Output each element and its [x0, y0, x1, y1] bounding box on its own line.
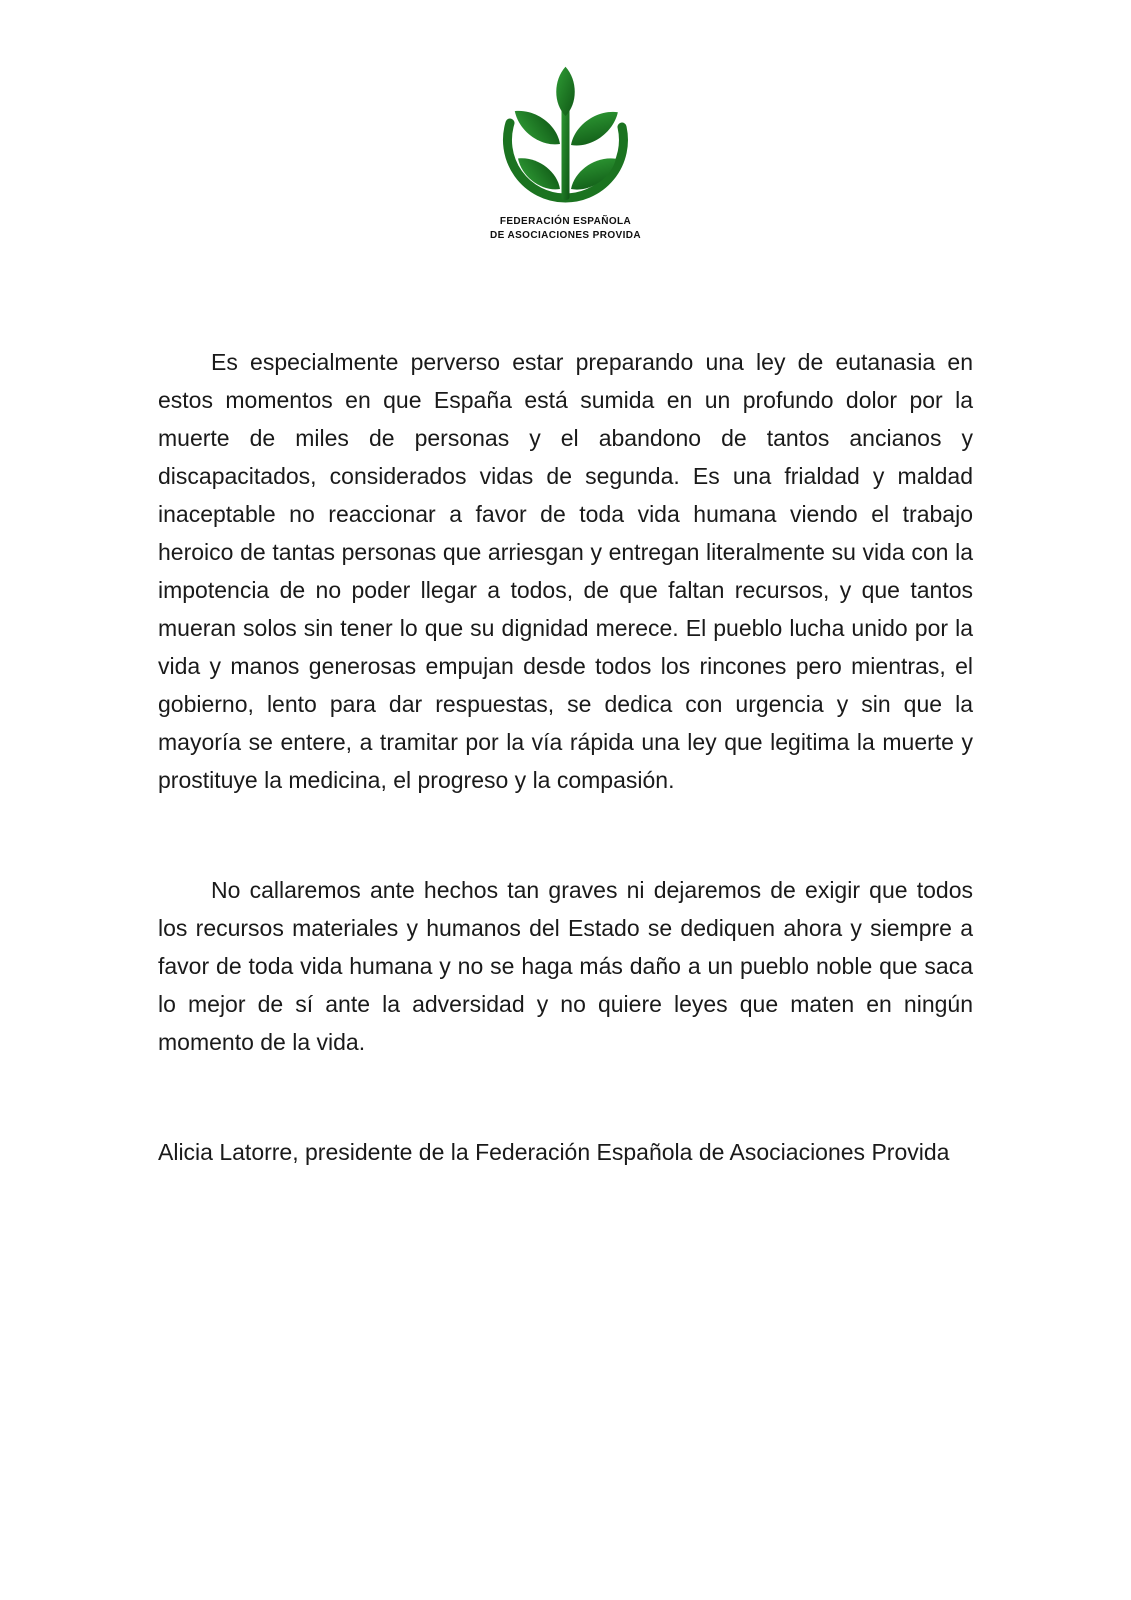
signature: Alicia Latorre, presidente de la Federación Española de Asociaciones Provida	[158, 1139, 950, 1165]
letter-paragraph-1: Es especialmente perverso estar preparando una ley de eutanasia en estos momentos en que España está sumida en un profundo dolor por la muerte de miles de personas y el abandono de tantos ancianos y discapacitados, considerados vidas de segunda. Es una frialdad y maldad inaceptable no reaccionar a favor de toda vida humana viendo el trabajo heroico de tantas personas que arriesgan y entregan literalmente su vida con la impotencia de no poder llegar a todos, de que faltan recursos, y que tantos mueran solos sin tener lo que su dignidad merece. El pueblo lucha unido por la vida y manos generosas empujan desde todos los rincones pero mientras, el gobierno, lento para dar respuestas, se dedica con urgencia y sin que la mayoría se entere, a tramitar por la vía rápida una ley que legitima la muerte y prostituye la medicina, el progreso y la compasión.	[158, 349, 973, 793]
letter-body	[0, 343, 1131, 1171]
org-logo	[0, 58, 1131, 243]
leaf-upper-right	[564, 103, 623, 153]
org-name-line2: DE ASOCIACIONES PROVIDA	[489, 230, 642, 241]
leaf-upper-left	[508, 103, 566, 153]
provida-plant-icon	[491, 58, 641, 210]
letter-paragraph-2: No callaremos ante hechos tan graves ni dejaremos de exigir que todos los recursos materiales y humanos del Estado se dediquen ahora y siempre a favor de toda vida humana y no se haga más daño a un pueblo noble que saca lo mejor de sí ante la adversidad y no quiere leyes que maten en ningún momento de la vida.	[158, 877, 973, 1055]
org-name	[0, 215, 1131, 243]
org-name-line1: FEDERACIÓN ESPAÑOLA	[499, 216, 632, 227]
leaf-top	[556, 67, 574, 116]
